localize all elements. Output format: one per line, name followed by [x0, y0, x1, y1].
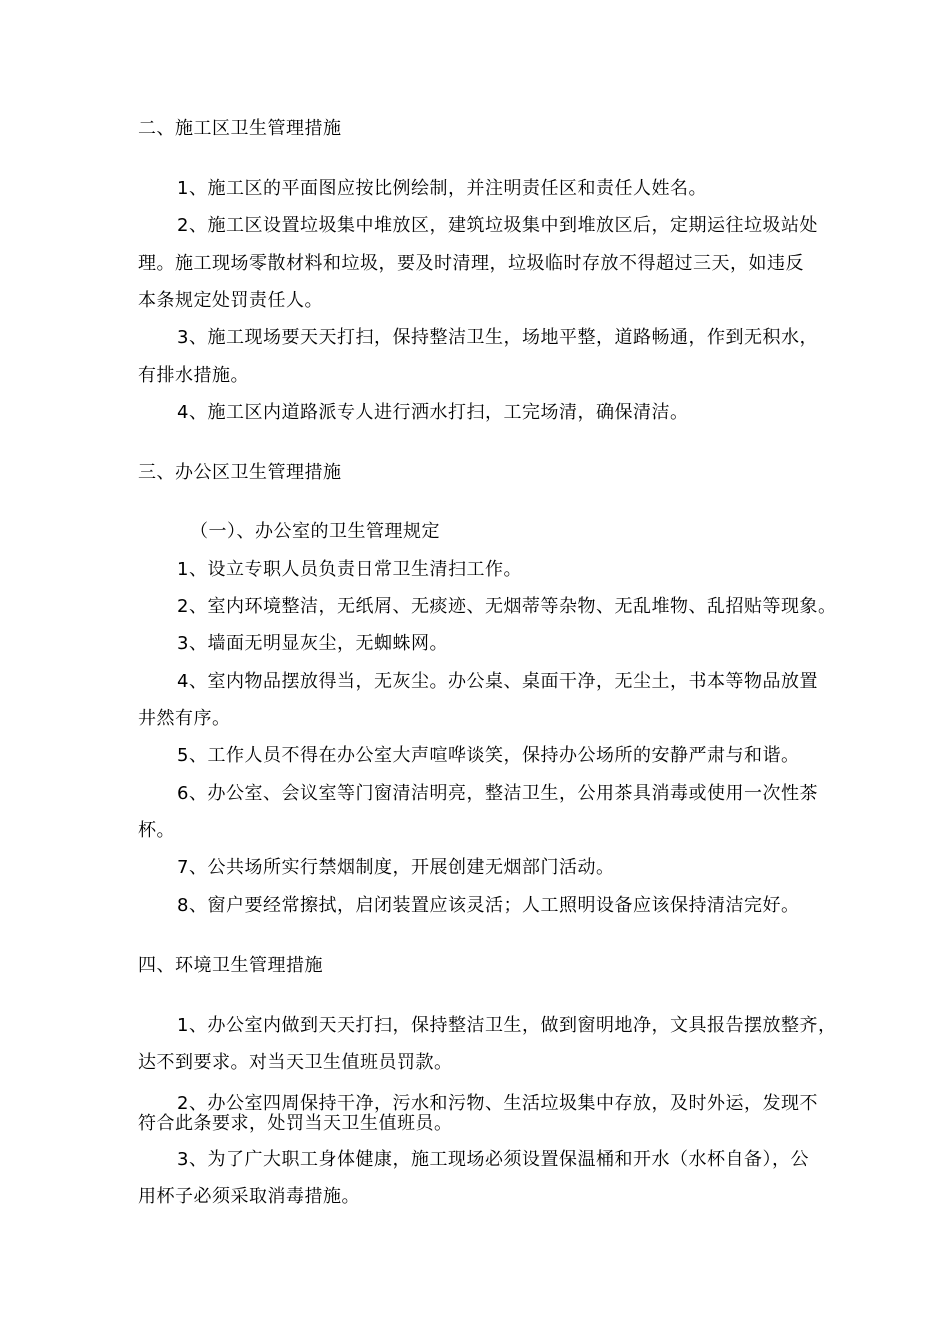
paragraph-line: 2、办公室四周保持干净，污水和污物、生活垃圾集中存放，及时外运，发现不: [177, 1093, 818, 1114]
paragraph-line: 1、设立专职人员负责日常卫生清扫工作。: [177, 559, 522, 580]
paragraph-line: 6、办公室、会议室等门窗清洁明亮，整洁卫生，公用茶具消毒或使用一次性茶: [177, 783, 818, 804]
paragraph-line: 2、施工区设置垃圾集中堆放区，建筑垃圾集中到堆放区后，定期运往垃圾站处: [177, 215, 818, 236]
subsection-heading: （一）、办公室的卫生管理规定: [190, 521, 440, 542]
paragraph-line: 本条规定处罚责任人。: [138, 290, 323, 311]
paragraph-line: 4、施工区内道路派专人进行洒水打扫，工完场清，确保清洁。: [177, 402, 689, 423]
paragraph-line: 3、为了广大职工身体健康，施工现场必须设置保温桶和开水（水杯自备），公: [177, 1149, 809, 1170]
paragraph-line: 理。施工现场零散材料和垃圾，要及时清理，垃圾临时存放不得超过三天，如违反: [138, 253, 804, 274]
paragraph-line: 3、施工现场要天天打扫，保持整洁卫生，场地平整，道路畅通，作到无积水，: [177, 327, 818, 348]
paragraph-line: 达不到要求。对当天卫生值班员罚款。: [138, 1052, 453, 1073]
paragraph-line: 1、施工区的平面图应按比例绘制，并注明责任区和责任人姓名。: [177, 178, 707, 199]
paragraph-line: 7、公共场所实行禁烟制度，开展创建无烟部门活动。: [177, 857, 615, 878]
paragraph-line: 有排水措施。: [138, 365, 249, 386]
paragraph-line: 用杯子必须采取消毒措施。: [138, 1186, 360, 1207]
paragraph-line: 杯。: [138, 820, 175, 841]
section-heading: 四、环境卫生管理措施: [138, 955, 323, 976]
paragraph-line: 3、墙面无明显灰尘，无蜘蛛网。: [177, 633, 448, 654]
section-heading: 三、办公区卫生管理措施: [138, 462, 342, 483]
paragraph-line: 井然有序。: [138, 708, 231, 729]
section-heading: 二、施工区卫生管理措施: [138, 118, 342, 139]
paragraph-line: 1、办公室内做到天天打扫，保持整洁卫生，做到窗明地净，文具报告摆放整齐，: [177, 1015, 837, 1036]
paragraph-line: 2、室内环境整洁，无纸屑、无痰迹、无烟蒂等杂物、无乱堆物、乱招贴等现象。: [177, 596, 837, 617]
paragraph-line: 符合此条要求，处罚当天卫生值班员。: [138, 1113, 453, 1134]
paragraph-line: 8、窗户要经常擦拭，启闭装置应该灵活；人工照明设备应该保持清洁完好。: [177, 895, 800, 916]
paragraph-line: 4、室内物品摆放得当，无灰尘。办公桌、桌面干净，无尘土，书本等物品放置: [177, 671, 818, 692]
paragraph-line: 5、工作人员不得在办公室大声喧哗谈笑，保持办公场所的安静严肃与和谐。: [177, 745, 800, 766]
